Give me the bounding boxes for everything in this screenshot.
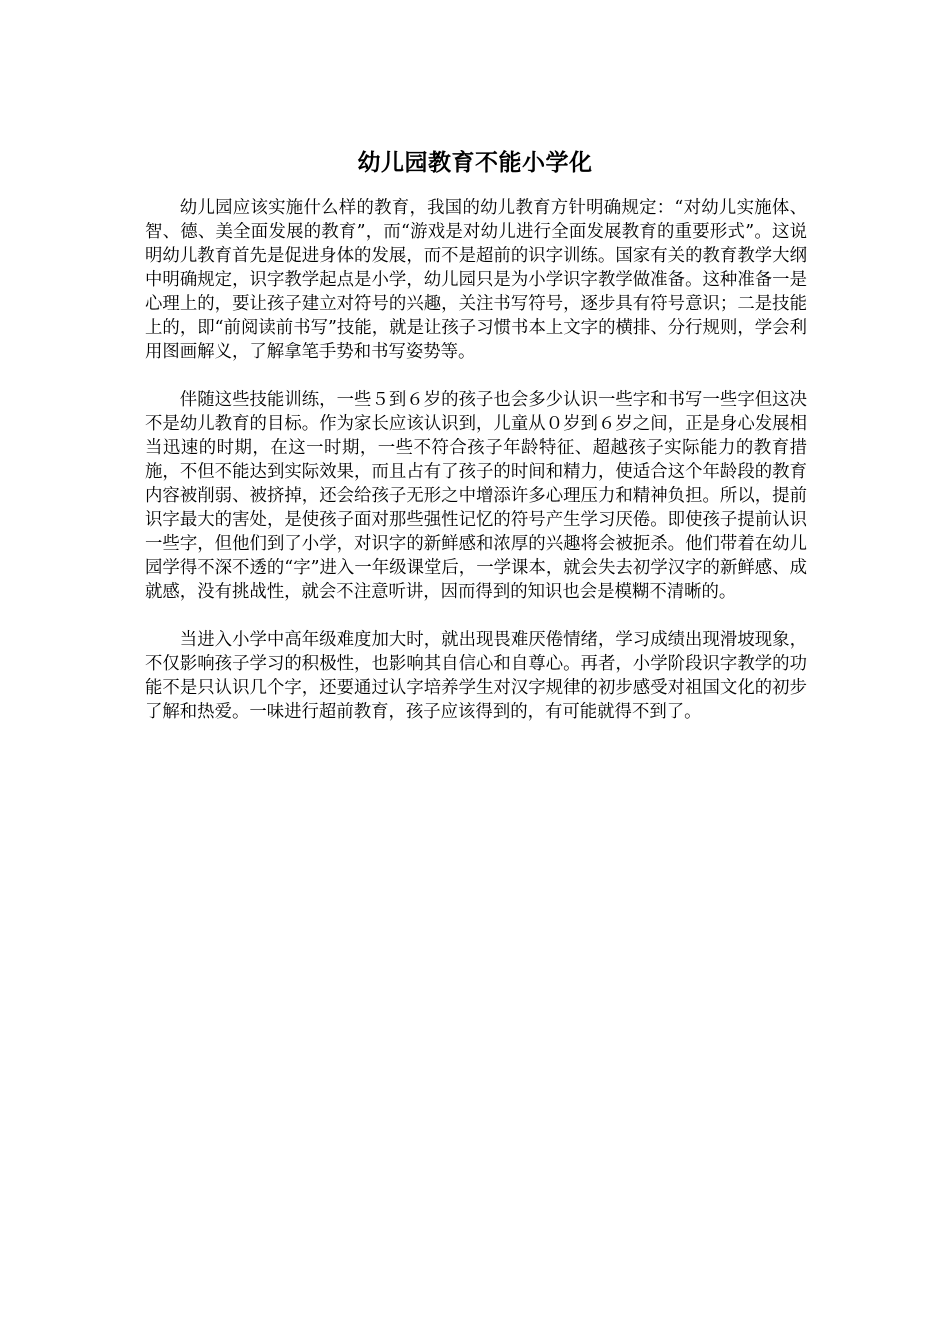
document-body: [145, 196, 807, 724]
paragraph-1: 幼儿园应该实施什么样的教育，我国的幼儿教育方针明确规定：“对幼儿实施体、智、德、美全面发展的教育”，而“游戏是对幼儿进行全面发展教育的重要形式”。这说明幼儿教育首先是促进身体的发展，而不是超前的识字训练。国家有关的教育教学大纲中明确规定，识字教学起点是小学，幼儿园只是为小学识字教学做准备。这种准备一是心理上的，要让孩子建立对符号的兴趣，关注书写符号，逐步具有符号意识；二是技能上的，即“前阅读前书写”技能，就是让孩子习惯书本上文字的横排、分行规则，学会利用图画解义，了解拿笔手势和书写姿势等。: [145, 198, 807, 362]
document-title: 幼儿园教育不能小学化: [357, 150, 593, 177]
paragraph-3: 当进入小学中高年级难度加大时，就出现畏难厌倦情绪，学习成绩出现滑坡现象，不仅影响孩子学习的积极性，也影响其自信心和自尊心。再者，小学阶段识字教学的功能不是只认识几个字，还要通过认字培养学生对汉字规律的初步感受对祖国文化的初步了解和热爱。一味进行超前教育，孩子应该得到的，有可能就得不到了。: [145, 630, 807, 722]
paragraph-2: 伴随这些技能训练，一些５到６岁的孩子也会多少认识一些字和书写一些字但这决不是幼儿教育的目标。作为家长应该认识到，儿童从０岁到６岁之间，正是身心发展相当迅速的时期，在这一时期，一些不符合孩子年龄特征、超越孩子实际能力的教育措施，不但不能达到实际效果，而且占有了孩子的时间和精力，使适合这个年龄段的教育内容被削弱、被挤掉，还会给孩子无形之中增添许多心理压力和精神负担。所以，提前识字最大的害处，是使孩子面对那些强性记忆的符号产生学习厌倦。即使孩子提前认识一些字，但他们到了小学，对识字的新鲜感和浓厚的兴趣将会被扼杀。他们带着在幼儿园学得不深不透的“字”进入一年级课堂后，一学课本，就会失去初学汉字的新鲜感、成就感，没有挑战性，就会不注意听讲，因而得到的知识也会是模糊不清晰的。: [145, 390, 807, 602]
